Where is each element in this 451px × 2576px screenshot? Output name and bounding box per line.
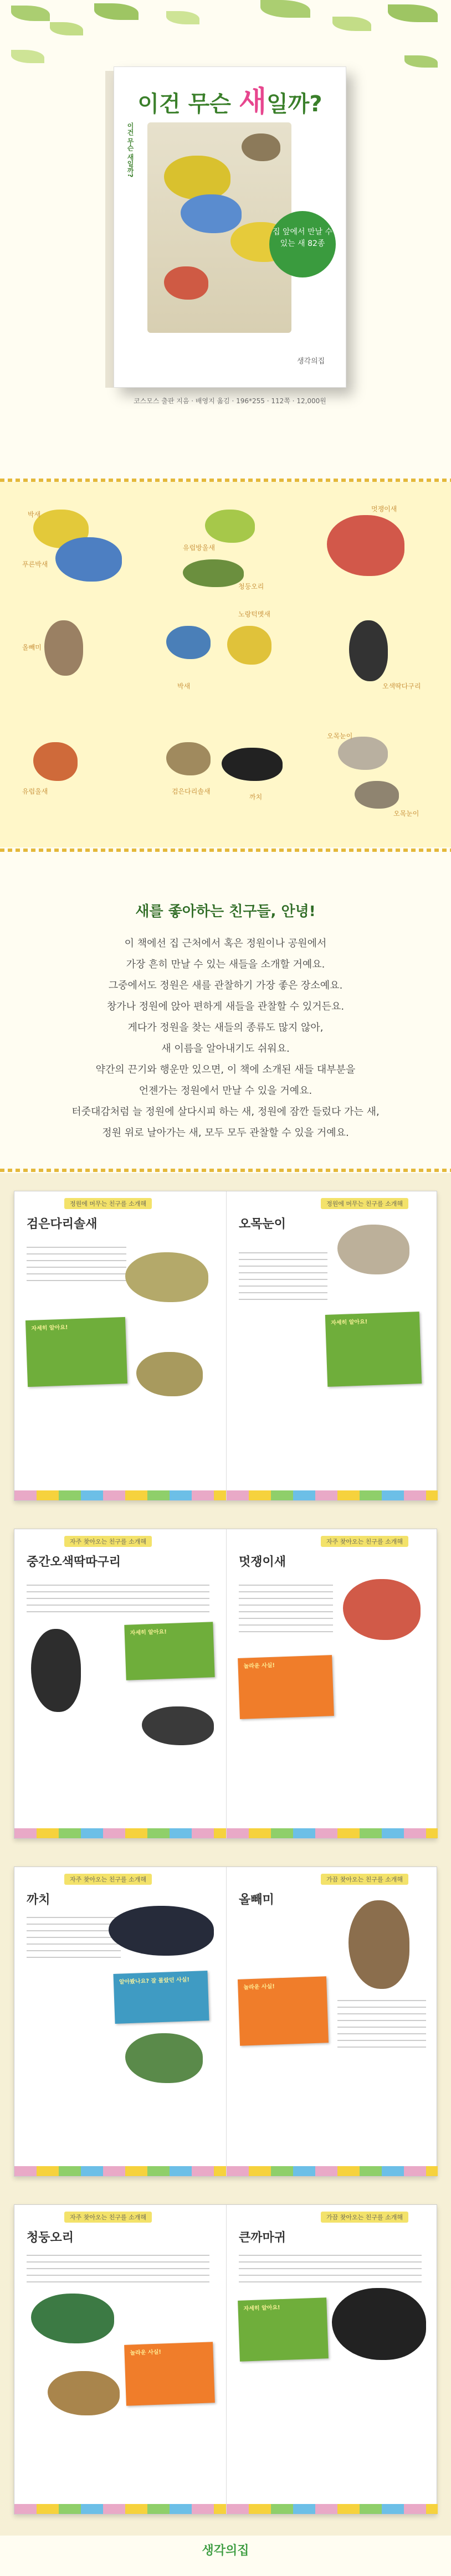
page-right xyxy=(226,2205,438,2514)
page-title: 청둥오리 xyxy=(27,2231,74,2245)
page-left xyxy=(14,1529,226,1838)
publisher-logo: 생각의집 xyxy=(297,357,325,366)
info-note: 알아봤나요? 잘 몰랐던 사실! xyxy=(113,1971,209,2024)
page-title: 멋쟁이새 xyxy=(239,1555,286,1569)
page-spread xyxy=(14,1191,437,1501)
intro-title: 새를 좋아하는 친구들, 안녕! xyxy=(135,903,316,920)
body-text xyxy=(27,2255,209,2282)
info-note: 자세히 알아요! xyxy=(325,1312,422,1387)
intro-body: 이 책에선 집 근처에서 혹은 정원이나 공원에서 가장 흔히 만날 수 있는 새들을 소개할 거예요. 그중에서도 정원은 새를 관찰하기 가장 좋은 장소예요. 창가나 정원에 앉아 편하게 새들을 관찰할 수 있거든요. 게다가 정원을 찾는 새들의 종류도 많지 않아, 새 이름을 알아내기도 쉬워요. 약간의 끈기와 행운만 있으면, 이 책에 소개된 새들 대부분을 언젠가는 정원에서 만날 수 있을 거예요. 터줏대감처럼 늘 정원에 살다시피 하는 새, 정원에 잠깐 들렀다 가는 새, 정원 위로 날아가는 새, 모두 모두 관찰할 수 있을 거예요. xyxy=(71,938,380,1139)
info-note: 놀라운 사실! xyxy=(238,1976,329,2046)
page-title: 올빼미 xyxy=(239,1893,274,1907)
page-spread xyxy=(14,2204,437,2515)
bird-label: 까치 xyxy=(249,793,263,801)
bird-label: 오목눈이 xyxy=(327,732,353,740)
bird-label: 유럽방울새 xyxy=(183,544,215,552)
body-text xyxy=(337,2000,426,2050)
page-left xyxy=(14,1867,226,2176)
page-tag: 가끔 찾아오는 친구를 소개해 xyxy=(321,1874,408,1885)
divider xyxy=(0,1169,451,1172)
spine-title: 이건 무슨 새일까? xyxy=(126,122,134,178)
bird-label: 노랑턱멧새 xyxy=(238,610,270,618)
page-tag: 가끔 찾아오는 친구를 소개해 xyxy=(321,2212,408,2223)
page-tag: 자주 찾아오는 친구를 소개해 xyxy=(64,1536,152,1547)
bird-cell xyxy=(155,493,288,595)
cover-illustration xyxy=(147,122,291,333)
body-text xyxy=(239,1585,333,1634)
bird-label: 유럽울새 xyxy=(22,788,48,795)
page-tag: 정원에 머무는 친구를 소개해 xyxy=(321,1198,408,1209)
book-cover xyxy=(114,66,346,388)
body-text xyxy=(27,1917,121,1961)
info-note: 자세히 알아요! xyxy=(124,1622,214,1680)
bird-label: 청둥오리 xyxy=(238,583,264,590)
page-tag: 자주 찾아오는 친구를 소개해 xyxy=(64,2212,152,2223)
page-spread xyxy=(14,1529,437,1839)
bird-label: 검은다리솔새 xyxy=(172,788,211,795)
page-left xyxy=(14,1191,226,1500)
footer-logo: 생각의집 xyxy=(202,2544,249,2558)
page-title: 중간오색딱따구리 xyxy=(27,1555,121,1569)
body-text xyxy=(239,2255,422,2282)
bird-label: 푸른박새 xyxy=(22,561,48,568)
bird-label: 오색딱다구리 xyxy=(382,682,421,690)
bird-cell xyxy=(305,726,438,828)
page-tag: 자주 찾아오는 친구를 소개해 xyxy=(321,1536,408,1547)
page-right xyxy=(226,1191,438,1500)
page-right xyxy=(226,1529,438,1838)
book-spine xyxy=(105,71,114,388)
body-text xyxy=(27,1247,126,1286)
info-note: 자세히 알아요! xyxy=(238,2297,329,2362)
bird-cell xyxy=(11,609,144,712)
book-meta: 코스모스 출판 지음 · 배영지 옮김 · 196*255 · 112쪽 · 12,000원 xyxy=(134,397,326,405)
page-left xyxy=(14,2205,226,2514)
body-text xyxy=(239,1252,327,1302)
bird-label: 오목눈이 xyxy=(393,810,419,817)
bird-cell xyxy=(11,493,144,595)
bird-cell xyxy=(11,726,144,828)
bird-label: 멋쟁이새 xyxy=(371,505,397,513)
bird-cell xyxy=(155,726,288,828)
bird-cell xyxy=(155,609,288,712)
divider xyxy=(0,849,451,852)
bird-cell xyxy=(305,609,438,712)
info-note: 놀라운 사실! xyxy=(124,2342,215,2406)
page-title: 까치 xyxy=(27,1893,50,1907)
bird-label: 올빼미 xyxy=(22,644,42,651)
body-text xyxy=(27,1585,209,1618)
info-note: 놀라운 사실! xyxy=(238,1655,334,1719)
page-title: 검은다리솔새 xyxy=(27,1217,98,1231)
page-title: 큰까마귀 xyxy=(239,2231,286,2245)
bird-cell xyxy=(305,493,438,595)
cover-title: 이건 무슨 새일까? xyxy=(137,85,322,119)
page-spread xyxy=(14,1867,437,2177)
bird-label: 박새 xyxy=(28,511,41,518)
cover-sticker: 집 앞에서 만날 수 있는 새 82종 xyxy=(269,211,336,277)
page-tag: 자주 찾아오는 친구를 소개해 xyxy=(64,1874,152,1885)
bird-grid-section xyxy=(0,482,451,847)
page-right xyxy=(226,1867,438,2176)
page-title: 오목눈이 xyxy=(239,1217,286,1231)
bird-label: 박새 xyxy=(177,682,191,690)
page-tag: 정원에 머무는 친구를 소개해 xyxy=(64,1198,152,1209)
info-note: 자세히 알아요! xyxy=(25,1317,127,1387)
